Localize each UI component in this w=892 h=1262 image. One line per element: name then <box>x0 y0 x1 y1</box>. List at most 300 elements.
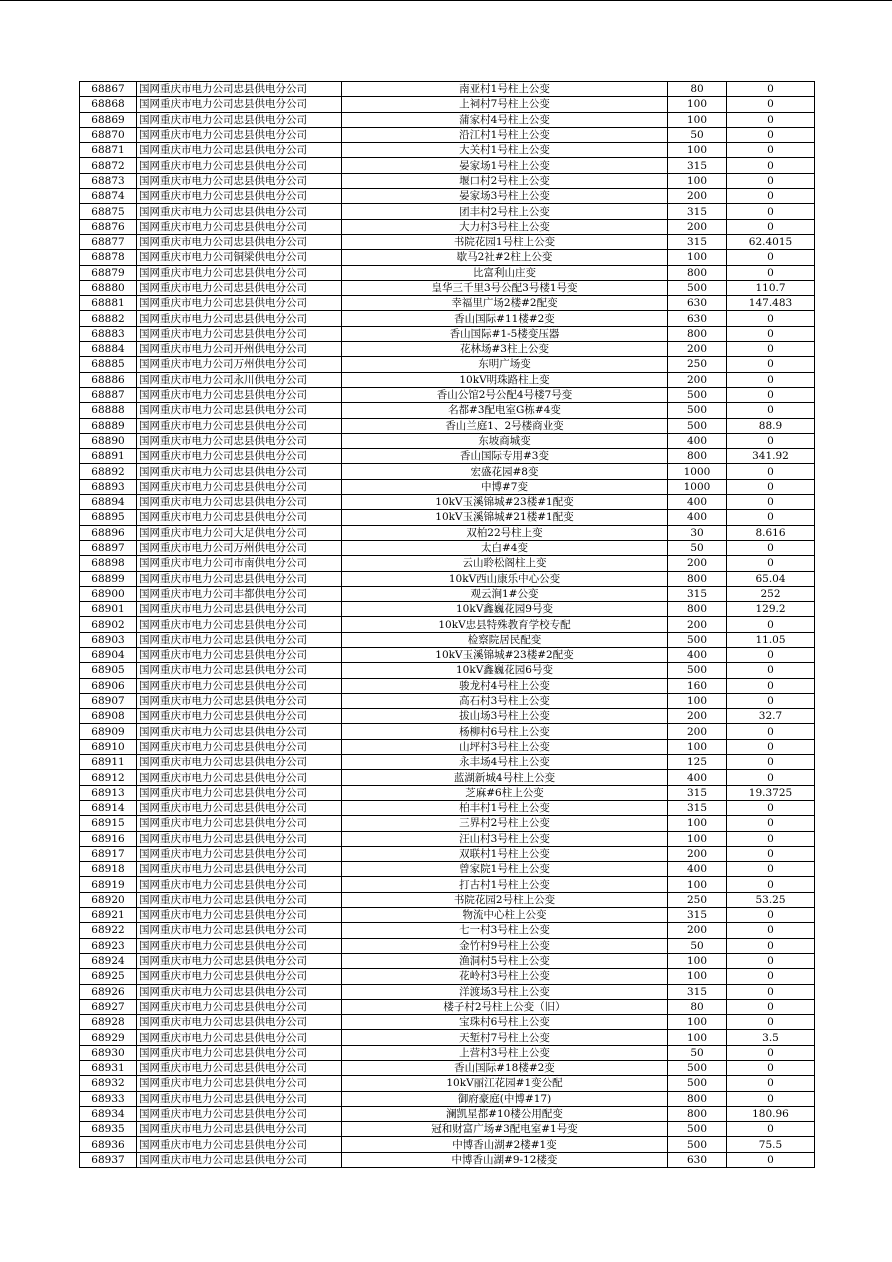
row-id-cell: 68868 <box>80 97 137 112</box>
capacity-cell: 100 <box>668 97 727 112</box>
page-top-rule <box>0 0 892 1</box>
capacity-cell: 125 <box>668 755 727 770</box>
value-cell: 0 <box>727 1076 815 1091</box>
transformer-name-cell: 物流中心柱上公变 <box>342 908 668 923</box>
transformer-name-cell: 大力村3号柱上公变 <box>342 219 668 234</box>
value-cell: 0 <box>727 357 815 372</box>
transformer-name-cell: 香山国际#11楼#2变 <box>342 311 668 326</box>
capacity-cell: 630 <box>668 311 727 326</box>
value-cell: 0 <box>727 663 815 678</box>
table-row <box>80 1137 815 1152</box>
value-cell: 0 <box>727 969 815 984</box>
transformer-name-cell: 上祠村7号柱上公变 <box>342 97 668 112</box>
capacity-cell: 800 <box>668 449 727 464</box>
table-row <box>80 923 815 938</box>
capacity-cell: 100 <box>668 250 727 265</box>
capacity-cell: 500 <box>668 1061 727 1076</box>
transformer-name-cell: 天堑村7号柱上公变 <box>342 1030 668 1045</box>
row-id-cell: 68889 <box>80 418 137 433</box>
table-row <box>80 495 815 510</box>
table-row <box>80 479 815 494</box>
company-cell: 国网重庆市电力公司忠县供电分公司 <box>137 1091 342 1106</box>
value-cell: 0 <box>727 265 815 280</box>
table-row <box>80 1076 815 1091</box>
row-id-cell: 68924 <box>80 953 137 968</box>
transformer-name-cell: 花岭村3号柱上公变 <box>342 969 668 984</box>
capacity-cell: 100 <box>668 1015 727 1030</box>
capacity-cell: 400 <box>668 495 727 510</box>
value-cell: 0 <box>727 984 815 999</box>
company-cell: 国网重庆市电力公司忠县供电分公司 <box>137 877 342 892</box>
value-cell: 0 <box>727 816 815 831</box>
row-id-cell: 68876 <box>80 219 137 234</box>
company-cell: 国网重庆市电力公司忠县供电分公司 <box>137 449 342 464</box>
transformer-name-cell: 堰口村2号柱上公变 <box>342 173 668 188</box>
row-id-cell: 68909 <box>80 724 137 739</box>
capacity-cell: 100 <box>668 953 727 968</box>
row-id-cell: 68888 <box>80 403 137 418</box>
capacity-cell: 100 <box>668 816 727 831</box>
transformer-name-cell: 10kV玉溪锦城#23楼#1配变 <box>342 495 668 510</box>
row-id-cell: 68934 <box>80 1106 137 1121</box>
capacity-cell: 80 <box>668 82 727 97</box>
row-id-cell: 68877 <box>80 234 137 249</box>
transformer-name-cell: 宏盛花园#8变 <box>342 464 668 479</box>
company-cell: 国网重庆市电力公司大足供电分公司 <box>137 525 342 540</box>
transformer-name-cell: 云山聆松阁柱上变 <box>342 556 668 571</box>
value-cell: 0 <box>727 678 815 693</box>
capacity-cell: 500 <box>668 663 727 678</box>
capacity-cell: 200 <box>668 709 727 724</box>
company-cell: 国网重庆市电力公司忠县供电分公司 <box>137 479 342 494</box>
row-id-cell: 68878 <box>80 250 137 265</box>
transformer-name-cell: 沿江村1号柱上公变 <box>342 127 668 142</box>
value-cell: 0 <box>727 1152 815 1167</box>
value-cell: 0 <box>727 403 815 418</box>
transformer-name-cell: 香山国际#1-5楼变压器 <box>342 326 668 341</box>
value-cell: 0 <box>727 908 815 923</box>
value-cell: 0 <box>727 862 815 877</box>
capacity-cell: 100 <box>668 969 727 984</box>
capacity-cell: 500 <box>668 1137 727 1152</box>
row-id-cell: 68907 <box>80 693 137 708</box>
row-id-cell: 68927 <box>80 999 137 1014</box>
table-row <box>80 586 815 601</box>
row-id-cell: 68897 <box>80 540 137 555</box>
table-row <box>80 709 815 724</box>
value-cell: 0 <box>727 1015 815 1030</box>
table-row <box>80 265 815 280</box>
capacity-cell: 100 <box>668 112 727 127</box>
transformer-name-cell: 打古村1号柱上公变 <box>342 877 668 892</box>
company-cell: 国网重庆市电力公司忠县供电分公司 <box>137 1152 342 1167</box>
table-row <box>80 1015 815 1030</box>
table-row <box>80 311 815 326</box>
table-row <box>80 846 815 861</box>
company-cell: 国网重庆市电力公司忠县供电分公司 <box>137 709 342 724</box>
capacity-cell: 50 <box>668 938 727 953</box>
company-cell: 国网重庆市电力公司永川供电分公司 <box>137 372 342 387</box>
row-id-cell: 68929 <box>80 1030 137 1045</box>
company-cell: 国网重庆市电力公司忠县供电分公司 <box>137 173 342 188</box>
transformer-name-cell: 东坡商城变 <box>342 433 668 448</box>
value-cell: 129.2 <box>727 602 815 617</box>
value-cell: 0 <box>727 127 815 142</box>
capacity-cell: 1000 <box>668 479 727 494</box>
value-cell: 0 <box>727 219 815 234</box>
company-cell: 国网重庆市电力公司忠县供电分公司 <box>137 770 342 785</box>
company-cell: 国网重庆市电力公司市南供电分公司 <box>137 556 342 571</box>
company-cell: 国网重庆市电力公司丰都供电分公司 <box>137 586 342 601</box>
capacity-cell: 200 <box>668 219 727 234</box>
company-cell: 国网重庆市电力公司忠县供电分公司 <box>137 969 342 984</box>
capacity-cell: 315 <box>668 234 727 249</box>
row-id-cell: 68920 <box>80 892 137 907</box>
capacity-cell: 30 <box>668 525 727 540</box>
company-cell: 国网重庆市电力公司忠县供电分公司 <box>137 923 342 938</box>
row-id-cell: 68915 <box>80 816 137 831</box>
row-id-cell: 68886 <box>80 372 137 387</box>
value-cell: 53.25 <box>727 892 815 907</box>
value-cell: 0 <box>727 433 815 448</box>
company-cell: 国网重庆市电力公司忠县供电分公司 <box>137 755 342 770</box>
transformer-name-cell: 杨柳村6号柱上公变 <box>342 724 668 739</box>
company-cell: 国网重庆市电力公司忠县供电分公司 <box>137 892 342 907</box>
capacity-cell: 1000 <box>668 464 727 479</box>
company-cell: 国网重庆市电力公司忠县供电分公司 <box>137 418 342 433</box>
capacity-cell: 100 <box>668 831 727 846</box>
row-id-cell: 68910 <box>80 739 137 754</box>
value-cell: 0 <box>727 311 815 326</box>
value-cell: 0 <box>727 204 815 219</box>
company-cell: 国网重庆市电力公司忠县供电分公司 <box>137 464 342 479</box>
transformer-name-cell: 晏家场1号柱上公变 <box>342 158 668 173</box>
table-row <box>80 892 815 907</box>
capacity-cell: 800 <box>668 326 727 341</box>
capacity-cell: 250 <box>668 892 727 907</box>
transformer-name-cell: 七一村3号柱上公变 <box>342 923 668 938</box>
capacity-cell: 315 <box>668 984 727 999</box>
row-id-cell: 68918 <box>80 862 137 877</box>
row-id-cell: 68904 <box>80 647 137 662</box>
row-id-cell: 68913 <box>80 785 137 800</box>
company-cell: 国网重庆市电力公司忠县供电分公司 <box>137 999 342 1014</box>
value-cell: 0 <box>727 1091 815 1106</box>
table-row <box>80 1030 815 1045</box>
transformer-name-cell: 比富利山庄变 <box>342 265 668 280</box>
capacity-cell: 200 <box>668 923 727 938</box>
company-cell: 国网重庆市电力公司忠县供电分公司 <box>137 403 342 418</box>
value-cell: 0 <box>727 724 815 739</box>
row-id-cell: 68906 <box>80 678 137 693</box>
transformer-name-cell: 10kV忠县特殊教育学校专配 <box>342 617 668 632</box>
transformer-name-cell: 晏家场3号柱上公变 <box>342 189 668 204</box>
table-row <box>80 372 815 387</box>
table-row <box>80 250 815 265</box>
transformer-name-cell: 宝珠村6号柱上公变 <box>342 1015 668 1030</box>
company-cell: 国网重庆市电力公司忠县供电分公司 <box>137 1061 342 1076</box>
row-id-cell: 68935 <box>80 1122 137 1137</box>
transformer-name-cell: 山坪村3号柱上公变 <box>342 739 668 754</box>
company-cell: 国网重庆市电力公司忠县供电分公司 <box>137 387 342 402</box>
value-cell: 0 <box>727 143 815 158</box>
row-id-cell: 68898 <box>80 556 137 571</box>
table-row <box>80 204 815 219</box>
transformer-name-cell: 10kV玉溪锦城#21楼#1配变 <box>342 510 668 525</box>
value-cell: 0 <box>727 540 815 555</box>
row-id-cell: 68925 <box>80 969 137 984</box>
table-row <box>80 678 815 693</box>
transformer-name-cell: 皇华三千里3号公配3号楼1号变 <box>342 280 668 295</box>
transformer-name-cell: 中博香山湖#9-12楼变 <box>342 1152 668 1167</box>
row-id-cell: 68932 <box>80 1076 137 1091</box>
row-id-cell: 68930 <box>80 1045 137 1060</box>
transformer-name-cell: 书院花园1号柱上公变 <box>342 234 668 249</box>
row-id-cell: 68896 <box>80 525 137 540</box>
company-cell: 国网重庆市电力公司忠县供电分公司 <box>137 1045 342 1060</box>
row-id-cell: 68916 <box>80 831 137 846</box>
row-id-cell: 68912 <box>80 770 137 785</box>
table-row <box>80 632 815 647</box>
value-cell: 0 <box>727 82 815 97</box>
capacity-cell: 800 <box>668 1106 727 1121</box>
table-row <box>80 280 815 295</box>
capacity-cell: 500 <box>668 418 727 433</box>
value-cell: 0 <box>727 173 815 188</box>
row-id-cell: 68901 <box>80 602 137 617</box>
table-row <box>80 693 815 708</box>
table-row <box>80 112 815 127</box>
capacity-cell: 50 <box>668 127 727 142</box>
capacity-cell: 630 <box>668 296 727 311</box>
table-row <box>80 158 815 173</box>
row-id-cell: 68899 <box>80 571 137 586</box>
table-row <box>80 296 815 311</box>
transformer-name-cell: 香山国际专用#3变 <box>342 449 668 464</box>
value-cell: 11.05 <box>727 632 815 647</box>
company-cell: 国网重庆市电力公司忠县供电分公司 <box>137 908 342 923</box>
capacity-cell: 800 <box>668 265 727 280</box>
company-cell: 国网重庆市电力公司忠县供电分公司 <box>137 1106 342 1121</box>
row-id-cell: 68880 <box>80 280 137 295</box>
table-row <box>80 571 815 586</box>
capacity-cell: 100 <box>668 739 727 754</box>
capacity-cell: 800 <box>668 1091 727 1106</box>
capacity-cell: 200 <box>668 724 727 739</box>
company-cell: 国网重庆市电力公司忠县供电分公司 <box>137 602 342 617</box>
value-cell: 341.92 <box>727 449 815 464</box>
table-row <box>80 969 815 984</box>
company-cell: 国网重庆市电力公司忠县供电分公司 <box>137 143 342 158</box>
table-row <box>80 831 815 846</box>
company-cell: 国网重庆市电力公司忠县供电分公司 <box>137 265 342 280</box>
value-cell: 0 <box>727 877 815 892</box>
value-cell: 88.9 <box>727 418 815 433</box>
table-row <box>80 877 815 892</box>
company-cell: 国网重庆市电力公司忠县供电分公司 <box>137 984 342 999</box>
capacity-cell: 315 <box>668 204 727 219</box>
table-row <box>80 556 815 571</box>
row-id-cell: 68890 <box>80 433 137 448</box>
table-row <box>80 1106 815 1121</box>
value-cell: 62.4015 <box>727 234 815 249</box>
value-cell: 110.7 <box>727 280 815 295</box>
row-id-cell: 68936 <box>80 1137 137 1152</box>
capacity-cell: 50 <box>668 540 727 555</box>
row-id-cell: 68870 <box>80 127 137 142</box>
value-cell: 0 <box>727 770 815 785</box>
table-row <box>80 173 815 188</box>
row-id-cell: 68869 <box>80 112 137 127</box>
table-row <box>80 127 815 142</box>
value-cell: 0 <box>727 647 815 662</box>
transformer-name-cell: 幸福里广场2楼#2配变 <box>342 296 668 311</box>
company-cell: 国网重庆市电力公司忠县供电分公司 <box>137 571 342 586</box>
capacity-cell: 250 <box>668 357 727 372</box>
transformer-name-cell: 东明广场变 <box>342 357 668 372</box>
table-row <box>80 999 815 1014</box>
value-cell: 0 <box>727 1061 815 1076</box>
capacity-cell: 160 <box>668 678 727 693</box>
company-cell: 国网重庆市电力公司忠县供电分公司 <box>137 953 342 968</box>
table-row <box>80 724 815 739</box>
capacity-cell: 315 <box>668 586 727 601</box>
company-cell: 国网重庆市电力公司忠县供电分公司 <box>137 97 342 112</box>
value-cell: 0 <box>727 800 815 815</box>
transformer-name-cell: 太白#4变 <box>342 540 668 555</box>
value-cell: 19.3725 <box>727 785 815 800</box>
transformer-name-cell: 三界村2号柱上公变 <box>342 816 668 831</box>
transformer-name-cell: 10kV明珠路柱上变 <box>342 372 668 387</box>
table-row <box>80 663 815 678</box>
company-cell: 国网重庆市电力公司开州供电分公司 <box>137 342 342 357</box>
company-cell: 国网重庆市电力公司忠县供电分公司 <box>137 433 342 448</box>
transformer-name-cell: 双柏22号柱上变 <box>342 525 668 540</box>
company-cell: 国网重庆市电力公司忠县供电分公司 <box>137 204 342 219</box>
company-cell: 国网重庆市电力公司忠县供电分公司 <box>137 1122 342 1137</box>
transformer-name-cell: 蒲家村4号柱上公变 <box>342 112 668 127</box>
table-row <box>80 953 815 968</box>
company-cell: 国网重庆市电力公司忠县供电分公司 <box>137 219 342 234</box>
value-cell: 0 <box>727 495 815 510</box>
value-cell: 0 <box>727 938 815 953</box>
value-cell: 65.04 <box>727 571 815 586</box>
company-cell: 国网重庆市电力公司忠县供电分公司 <box>137 1030 342 1045</box>
table-row <box>80 540 815 555</box>
company-cell: 国网重庆市电力公司忠县供电分公司 <box>137 296 342 311</box>
row-id-cell: 68911 <box>80 755 137 770</box>
transformer-name-cell: 渔洞村5号柱上公变 <box>342 953 668 968</box>
transformer-name-cell: 10kV丽江花园#1变公配 <box>342 1076 668 1091</box>
transformer-name-cell: 澜凯星都#10楼公用配变 <box>342 1106 668 1121</box>
data-table-body <box>80 82 815 1168</box>
company-cell: 国网重庆市电力公司忠县供电分公司 <box>137 1137 342 1152</box>
transformer-name-cell: 名都#3配电室G栋#4变 <box>342 403 668 418</box>
transformer-name-cell: 金竹村9号柱上公变 <box>342 938 668 953</box>
transformer-name-cell: 10kV鑫巍花园9号变 <box>342 602 668 617</box>
capacity-cell: 100 <box>668 173 727 188</box>
row-id-cell: 68923 <box>80 938 137 953</box>
table-row <box>80 755 815 770</box>
row-id-cell: 68894 <box>80 495 137 510</box>
row-id-cell: 68893 <box>80 479 137 494</box>
value-cell: 0 <box>727 693 815 708</box>
table-row <box>80 97 815 112</box>
company-cell: 国网重庆市电力公司万州供电分公司 <box>137 540 342 555</box>
capacity-cell: 500 <box>668 632 727 647</box>
company-cell: 国网重庆市电力公司铜梁供电分公司 <box>137 250 342 265</box>
transformer-name-cell: 冠和财富广场#3配电室#1号变 <box>342 1122 668 1137</box>
table-row <box>80 1122 815 1137</box>
capacity-cell: 100 <box>668 143 727 158</box>
capacity-cell: 500 <box>668 387 727 402</box>
transformer-name-cell: 10kV鑫巍花园6号变 <box>342 663 668 678</box>
table-row <box>80 862 815 877</box>
row-id-cell: 68874 <box>80 189 137 204</box>
transformer-name-cell: 书院花园2号柱上公变 <box>342 892 668 907</box>
table-row <box>80 647 815 662</box>
row-id-cell: 68900 <box>80 586 137 601</box>
transformer-name-cell: 大关村1号柱上公变 <box>342 143 668 158</box>
capacity-cell: 200 <box>668 342 727 357</box>
value-cell: 0 <box>727 158 815 173</box>
transformer-name-cell: 中博香山湖#2楼#1变 <box>342 1137 668 1152</box>
company-cell: 国网重庆市电力公司忠县供电分公司 <box>137 495 342 510</box>
row-id-cell: 68926 <box>80 984 137 999</box>
value-cell: 0 <box>727 250 815 265</box>
table-row <box>80 739 815 754</box>
capacity-cell: 315 <box>668 908 727 923</box>
row-id-cell: 68873 <box>80 173 137 188</box>
company-cell: 国网重庆市电力公司忠县供电分公司 <box>137 311 342 326</box>
capacity-cell: 200 <box>668 617 727 632</box>
table-row <box>80 1091 815 1106</box>
company-cell: 国网重庆市电力公司忠县供电分公司 <box>137 785 342 800</box>
row-id-cell: 68914 <box>80 800 137 815</box>
table-row <box>80 189 815 204</box>
table-row <box>80 785 815 800</box>
company-cell: 国网重庆市电力公司忠县供电分公司 <box>137 280 342 295</box>
table-row <box>80 234 815 249</box>
row-id-cell: 68919 <box>80 877 137 892</box>
transformer-name-cell: 楼子村2号柱上公变（旧） <box>342 999 668 1014</box>
capacity-cell: 200 <box>668 372 727 387</box>
transformer-name-cell: 香山国际#18楼#2变 <box>342 1061 668 1076</box>
data-table <box>79 81 815 1168</box>
capacity-cell: 80 <box>668 999 727 1014</box>
capacity-cell: 100 <box>668 1030 727 1045</box>
company-cell: 国网重庆市电力公司忠县供电分公司 <box>137 1076 342 1091</box>
company-cell: 国网重庆市电力公司忠县供电分公司 <box>137 158 342 173</box>
row-id-cell: 68867 <box>80 82 137 97</box>
row-id-cell: 68885 <box>80 357 137 372</box>
capacity-cell: 400 <box>668 510 727 525</box>
value-cell: 0 <box>727 464 815 479</box>
row-id-cell: 68879 <box>80 265 137 280</box>
value-cell: 0 <box>727 831 815 846</box>
row-id-cell: 68884 <box>80 342 137 357</box>
row-id-cell: 68937 <box>80 1152 137 1167</box>
transformer-name-cell: 观云涧1#公变 <box>342 586 668 601</box>
table-row <box>80 617 815 632</box>
capacity-cell: 400 <box>668 433 727 448</box>
table-row <box>80 770 815 785</box>
transformer-name-cell: 双联村1号柱上公变 <box>342 846 668 861</box>
row-id-cell: 68902 <box>80 617 137 632</box>
company-cell: 国网重庆市电力公司万州供电分公司 <box>137 357 342 372</box>
value-cell: 32.7 <box>727 709 815 724</box>
company-cell: 国网重庆市电力公司忠县供电分公司 <box>137 127 342 142</box>
